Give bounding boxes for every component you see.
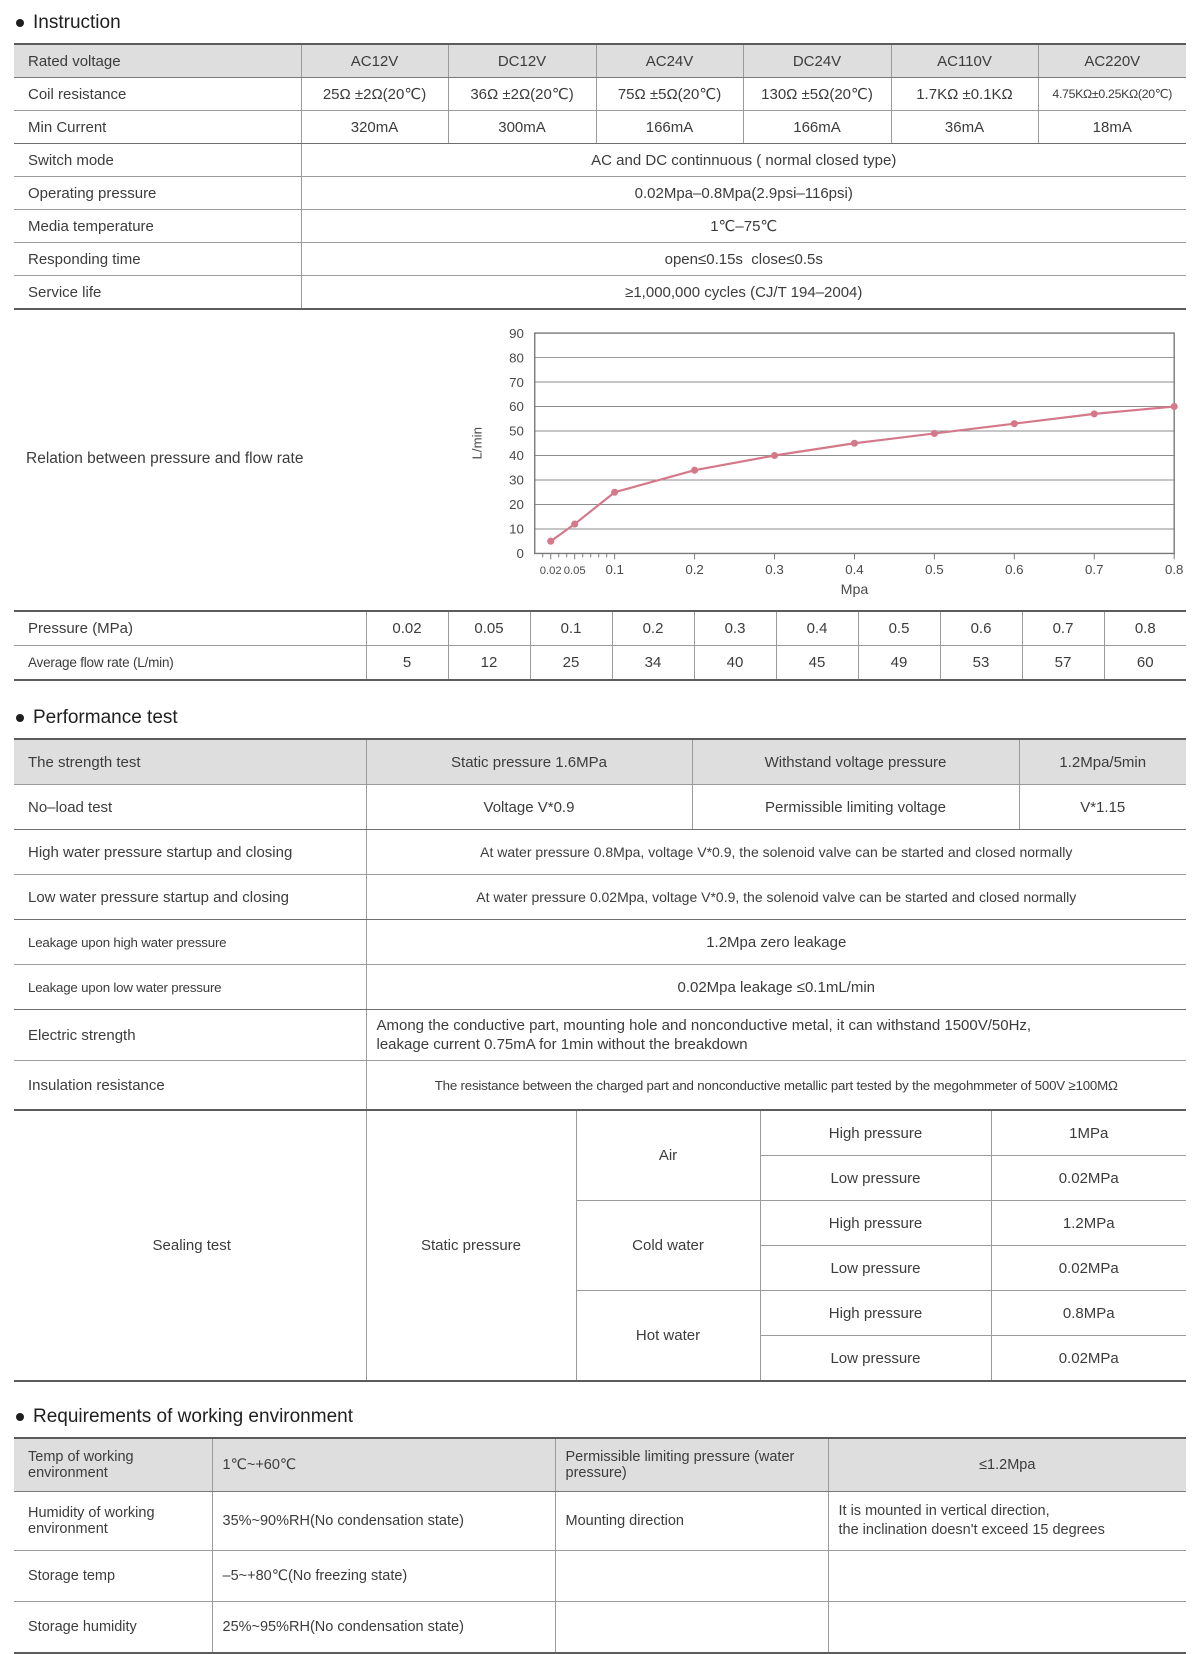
responding-time-label: Responding time [14,243,301,276]
min-current-value: 166mA [743,111,891,144]
performance-section-title [16,707,1200,729]
service-life-label: Service life [28,283,102,301]
min-current-value: 18mA [1038,111,1186,144]
table-row [14,875,1186,920]
table-row [14,177,1186,210]
table-row [14,830,1186,875]
switch-mode-value: AC and DC continnuous ( normal closed type) [301,144,1186,177]
spec-voltage-ac24v: AC24V [596,44,743,78]
table-row [14,243,1186,276]
spec-voltage-dc24v: DC24V [743,44,891,78]
empty-cell [555,1551,828,1602]
coil-resistance-value: 36Ω ±2Ω(20℃) [448,78,596,111]
mounting-direction-label: Mounting direction [555,1492,828,1551]
min-current-value: 300mA [448,111,596,144]
svg-text:0.3: 0.3 [765,562,784,578]
section-bullet-icon [16,714,24,722]
sealing-method: Static pressure [366,1110,576,1381]
media-temperature-value: 1℃–75℃ [301,210,1186,243]
storage-humidity-label: Storage humidity [28,1619,137,1635]
coil-resistance-value: 4.75KΩ±0.25KΩ(20℃) [1038,78,1186,111]
coil-resistance-value: 130Ω ±5Ω(20℃) [743,78,891,111]
low-water-startup-label: Low water pressure startup and closing [14,875,366,920]
pressure-value: 0.5 [858,611,940,646]
leakage-high-value: 1.2Mpa zero leakage [366,920,1186,965]
high-pressure-label: High pressure [760,1291,991,1336]
svg-text:0.05: 0.05 [563,565,586,578]
cold-water-low-pressure-value: 0.02MPa [991,1246,1186,1291]
low-water-startup-value: At water pressure 0.02Mpa, voltage V*0.9, the solenoid valve can be started and closed normally [366,875,1186,920]
chart-caption: Relation between pressure and flow rate [26,450,304,467]
pressure-row-label: Pressure (MPa) [14,611,366,646]
svg-text:40: 40 [509,448,524,464]
mounting-direction-line1: It is mounted in vertical direction, [838,1503,1050,1520]
pressure-value: 0.3 [694,611,776,646]
humidity-working-env-value: 35%~90%RH(No condensation state) [212,1492,555,1551]
pressure-value: 0.7 [1022,611,1104,646]
svg-text:0.1: 0.1 [605,562,624,578]
flow-rate-value: 45 [776,646,858,681]
flow-rate-value: 49 [858,646,940,681]
coil-resistance-value: 25Ω ±2Ω(20℃) [301,78,448,111]
mounting-direction-line2: the inclination doesn't exceed 15 degrees [838,1522,1105,1538]
table-row [14,44,1186,78]
high-pressure-label: High pressure [760,1110,991,1156]
pressure-flow-chart [458,317,1186,601]
table-row [14,144,1186,177]
storage-temp-value: –5~+80℃(No freezing state) [212,1551,555,1602]
table-row [14,1010,1186,1061]
table-row [14,646,1186,681]
noload-permissible: Permissible limiting voltage [692,785,1019,830]
instruction-title-text: Instruction [33,12,121,33]
pressure-value: 0.4 [776,611,858,646]
media-temperature-label: Media temperature [14,210,301,243]
operating-pressure-label: Operating pressure [14,177,301,210]
svg-text:10: 10 [509,521,524,537]
svg-text:0.02: 0.02 [539,565,562,578]
coil-resistance-value: 1.7KΩ ±0.1KΩ [891,78,1038,111]
leakage-low-value: 0.02Mpa leakage ≤0.1mL/min [366,965,1186,1010]
table-row [14,611,1186,646]
hot-water-low-pressure-value: 0.02MPa [991,1336,1186,1382]
electric-strength-line1: Among the conductive part, mounting hole and nonconductive metal, it can withstand 1500V/50Hz, [376,1016,1032,1034]
table-row [14,1438,1186,1492]
electric-strength-label: Electric strength [14,1010,366,1061]
spec-header-label: Rated voltage [14,44,301,78]
flow-rate-row-label: Average flow rate (L/min) [28,655,174,670]
svg-text:20: 20 [509,497,524,513]
requirements-title-text: Requirements of working environment [33,1406,353,1427]
datasheet-page [0,12,1200,1635]
humidity-working-env-label: Humidity of working environment [14,1492,212,1551]
cold-water-high-pressure-value: 1.2MPa [991,1201,1186,1246]
service-life-value: ≥1,000,000 cycles (CJ/T 194–2004) [301,276,1186,310]
svg-text:L/min: L/min [469,427,485,460]
svg-text:80: 80 [509,350,524,366]
pressure-value: 0.1 [530,611,612,646]
svg-text:0: 0 [516,546,524,562]
section-bullet-icon [16,19,24,27]
permissible-pressure-value: ≤1.2Mpa [828,1438,1186,1492]
mounting-direction-value [828,1492,1186,1551]
strength-test-withstand: Withstand voltage pressure [692,739,1019,785]
svg-text:60: 60 [509,399,524,415]
svg-text:0.6: 0.6 [1005,562,1024,578]
electric-strength-line2: leakage current 0.75mA for 1min without the breakdown [376,1036,748,1053]
table-row [14,78,1186,111]
table-row [14,1602,1186,1654]
flow-rate-value: 5 [366,646,448,681]
table-row [14,276,1186,310]
air-low-pressure-value: 0.02MPa [991,1156,1186,1201]
spec-table [14,43,1186,310]
spec-voltage-dc12v: DC12V [448,44,596,78]
table-row [14,785,1186,830]
requirements-table [14,1437,1186,1654]
min-current-label: Min Current [14,111,301,144]
empty-cell [828,1602,1186,1654]
sealing-test-label: Sealing test [152,1237,231,1254]
permissible-pressure-label: Permissible limiting pressure (water pressure) [555,1438,828,1492]
coil-resistance-label: Coil resistance [14,78,301,111]
empty-cell [555,1602,828,1654]
strength-test-value: 1.2Mpa/5min [1019,739,1186,785]
flow-rate-value: 53 [940,646,1022,681]
svg-text:70: 70 [509,374,524,390]
instruction-section-title [16,12,1200,34]
pressure-flow-table [14,610,1186,681]
table-row [14,1551,1186,1602]
min-current-value: 320mA [301,111,448,144]
svg-text:0.4: 0.4 [845,562,864,578]
insulation-resistance-value: The resistance between the charged part and nonconductive metallic part tested by the megohmmeter of 500V ≥100MΩ [366,1061,1186,1110]
svg-text:50: 50 [509,423,524,439]
table-row [14,920,1186,965]
table-row [14,1492,1186,1551]
svg-text:0.7: 0.7 [1085,562,1104,578]
sealing-test-table [14,1109,1186,1382]
strength-test-static: Static pressure 1.6MPa [366,739,692,785]
flow-rate-value: 60 [1104,646,1186,681]
table-row [14,1110,1186,1156]
flow-rate-value: 25 [530,646,612,681]
table-row [14,210,1186,243]
sealing-media-air: Air [576,1110,760,1201]
sealing-media-hot-water: Hot water [576,1291,760,1382]
table-row [14,1061,1186,1110]
performance-title-text: Performance test [33,707,178,728]
pressure-value: 0.2 [612,611,694,646]
pressure-value: 0.6 [940,611,1022,646]
chart-block [14,316,1186,602]
spec-voltage-ac12v: AC12V [301,44,448,78]
low-pressure-label: Low pressure [760,1336,991,1382]
section-bullet-icon [16,1413,24,1421]
responding-time-value: open≤0.15s close≤0.5s [301,243,1186,276]
svg-text:30: 30 [509,472,524,488]
low-pressure-label: Low pressure [760,1156,991,1201]
switch-mode-label: Switch mode [14,144,301,177]
strength-test-label: The strength test [14,739,366,785]
min-current-value: 36mA [891,111,1038,144]
svg-text:90: 90 [509,325,524,341]
flow-rate-value: 12 [448,646,530,681]
temp-working-env-value: 1℃~+60℃ [212,1438,555,1492]
leakage-low-label: Leakage upon low water pressure [14,965,366,1010]
operating-pressure-value: 0.02Mpa–0.8Mpa(2.9psi–116psi) [301,177,1186,210]
insulation-resistance-label: Insulation resistance [28,1076,165,1094]
spec-voltage-ac110v: AC110V [891,44,1038,78]
svg-text:0.2: 0.2 [685,562,704,578]
svg-text:0.8: 0.8 [1164,562,1184,578]
pressure-value: 0.02 [366,611,448,646]
table-row [14,965,1186,1010]
leakage-high-label: Leakage upon high water pressure [14,920,366,965]
empty-cell [828,1551,1186,1602]
flow-rate-value: 40 [694,646,776,681]
min-current-value: 166mA [596,111,743,144]
low-pressure-label: Low pressure [760,1246,991,1291]
storage-temp-label: Storage temp [14,1551,212,1602]
high-water-startup-label: High water pressure startup and closing [14,830,366,875]
table-row [14,739,1186,785]
pressure-value: 0.05 [448,611,530,646]
high-water-startup-value: At water pressure 0.8Mpa, voltage V*0.9, the solenoid valve can be started and closed normally [366,830,1186,875]
noload-voltage: Voltage V*0.9 [366,785,692,830]
spec-voltage-ac220v: AC220V [1038,44,1186,78]
hot-water-high-pressure-value: 0.8MPa [991,1291,1186,1336]
svg-text:Mpa: Mpa [840,581,869,598]
svg-text:0.5: 0.5 [925,562,944,578]
noload-value: V*1.15 [1019,785,1186,830]
storage-humidity-value: 25%~95%RH(No condensation state) [212,1602,555,1654]
temp-working-env-label: Temp of working environment [14,1438,212,1492]
electric-strength-value [366,1010,1186,1061]
flow-rate-value: 57 [1022,646,1104,681]
flow-rate-value: 34 [612,646,694,681]
sealing-media-cold-water: Cold water [576,1201,760,1291]
air-high-pressure-value: 1MPa [991,1110,1186,1156]
table-row [14,111,1186,144]
requirements-section-title [16,1406,1200,1428]
noload-test-label: No–load test [14,785,366,830]
coil-resistance-value: 75Ω ±5Ω(20℃) [596,78,743,111]
high-pressure-label: High pressure [760,1201,991,1246]
pressure-value: 0.8 [1104,611,1186,646]
performance-table [14,738,1186,1109]
